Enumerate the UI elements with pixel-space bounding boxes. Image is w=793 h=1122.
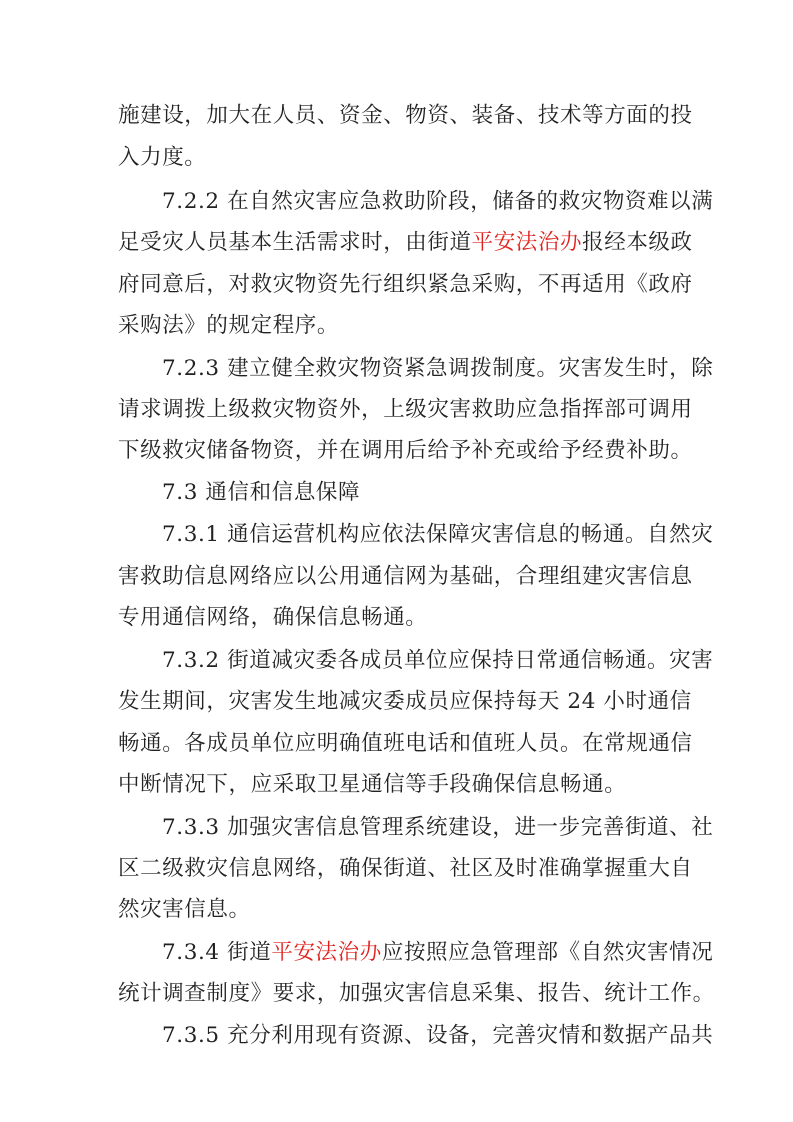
highlighted-text: 平安法治办 — [471, 230, 583, 255]
text-segment: 7.3.4 街道 — [162, 940, 272, 965]
text-line: 施建设，加大在人员、资金、物资、装备、技术等方面的投 — [118, 103, 693, 128]
text-line: 府同意后，对救灾物资先行组织紧急采购，不再适用《政府 — [118, 272, 693, 297]
text-line: 畅通。各成员单位应明确值班电话和值班人员。在常规通信 — [118, 731, 693, 756]
text-line — [162, 933, 714, 973]
highlighted-text: 平安法治办 — [271, 940, 382, 965]
text-line: 专用通信网络，确保信息畅通。 — [118, 605, 428, 630]
text-line: 7.2.3 建立健全救灾物资紧急调拨制度。灾害发生时，除 — [162, 356, 714, 381]
text-segment: 足受灾人员基本生活需求时，由街道 — [118, 230, 472, 255]
text-line — [118, 223, 693, 263]
text-line: 请求调拨上级救灾物资外，上级灾害救助应急指挥部可调用 — [118, 397, 693, 422]
text-line: 发生期间，灾害发生地减灾委成员应保持每天 24 小时通信 — [118, 689, 692, 714]
section-heading: 7.3 通信和信息保障 — [162, 480, 361, 505]
text-line: 7.3.2 街道减灾委各成员单位应保持日常通信畅通。灾害 — [162, 648, 714, 673]
text-line: 区二级救灾信息网络，确保街道、社区及时准确掌握重大自 — [118, 856, 693, 881]
text-line: 害救助信息网络应以公用通信网为基础，合理组建灾害信息 — [118, 564, 693, 589]
text-segment: 报经本级政 — [582, 230, 693, 255]
text-line: 采购法》的规定程序。 — [118, 313, 340, 338]
text-line: 7.3.1 通信运营机构应依法保障灾害信息的畅通。自然灾 — [162, 522, 714, 547]
text-line: 入力度。 — [118, 145, 207, 170]
text-line: 中断情况下，应采取卫星通信等手段确保信息畅通。 — [118, 772, 627, 797]
text-line: 7.2.2 在自然灾害应急救助阶段，储备的救灾物资难以满 — [162, 189, 714, 214]
text-segment: 应按照应急管理部《自然灾害情况 — [381, 940, 714, 965]
text-line: 然灾害信息。 — [118, 897, 251, 922]
text-line: 7.3.3 加强灾害信息管理系统建设，进一步完善街道、社 — [162, 815, 714, 840]
text-line: 7.3.5 充分利用现有资源、设备，完善灾情和数据产品共 — [162, 1023, 714, 1048]
text-line: 统计调查制度》要求，加强灾害信息采集、报告、统计工作。 — [118, 981, 715, 1006]
text-line: 下级救灾储备物资，并在调用后给予补充或给予经费补助。 — [118, 438, 693, 463]
